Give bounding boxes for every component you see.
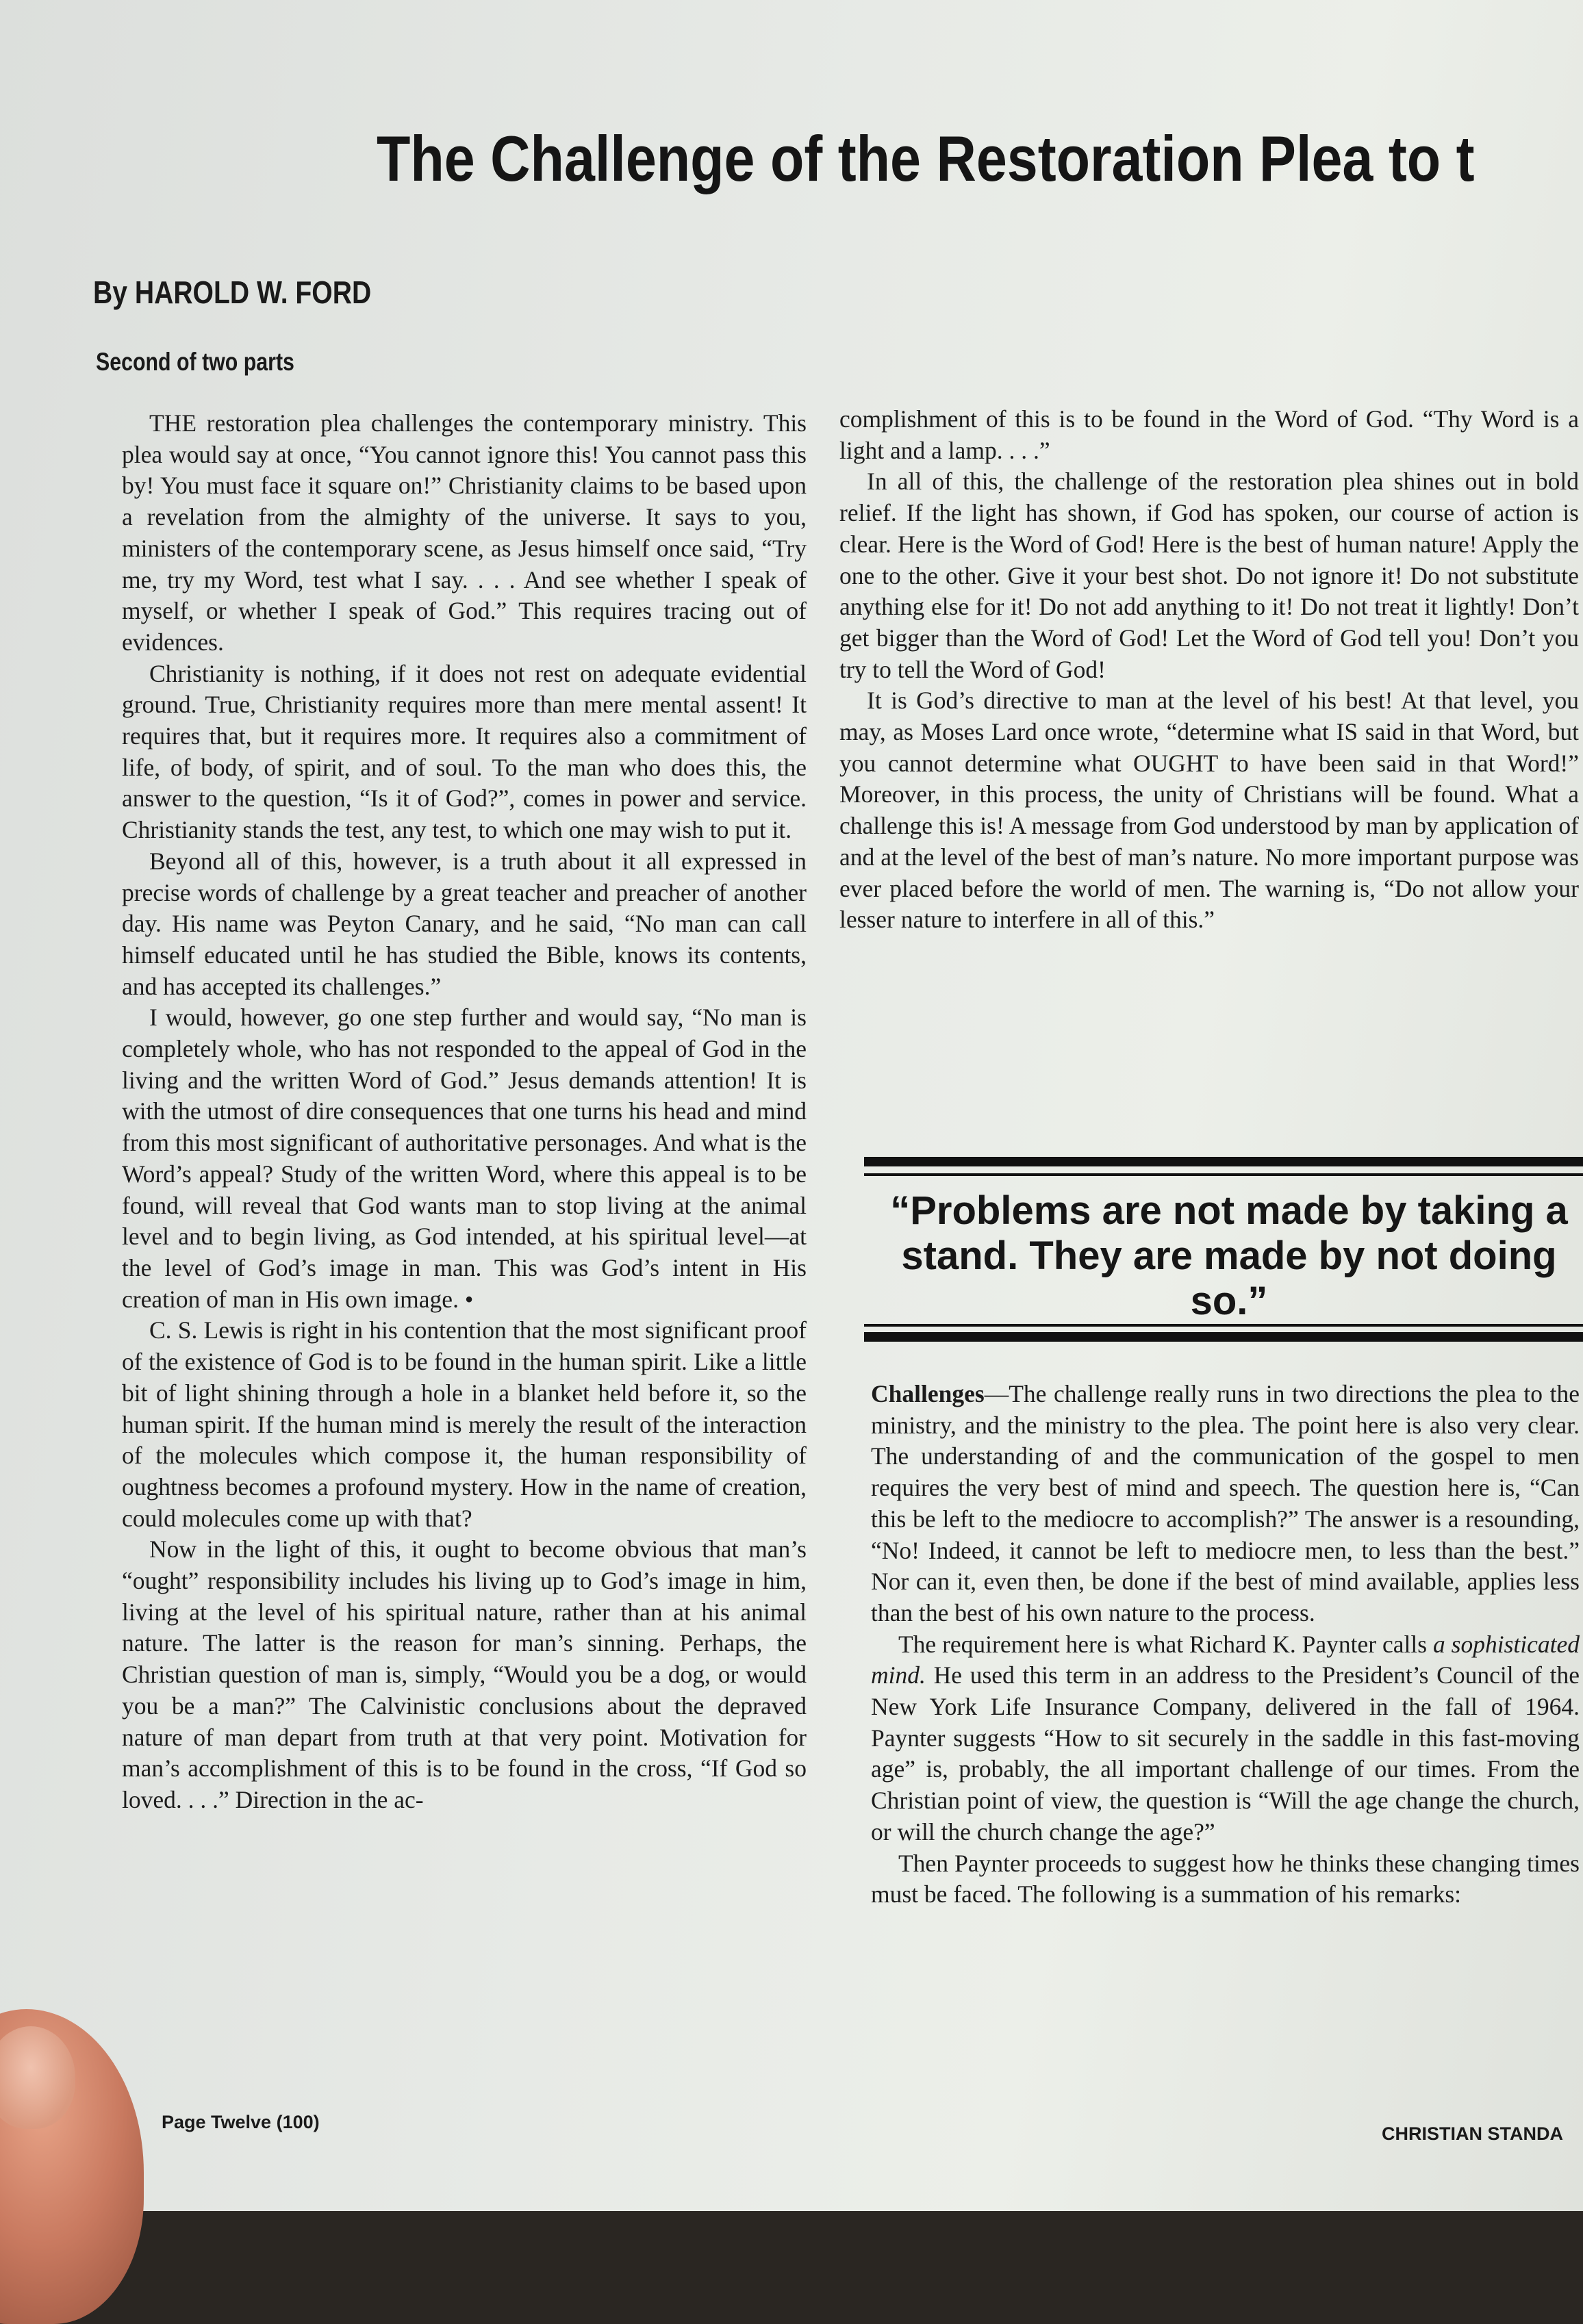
page-number-label: Page Twelve (100): [162, 2112, 320, 2132]
left-column: [122, 408, 807, 1816]
part-subhead: Second of two parts: [96, 348, 294, 376]
pull-quote-rule-top-thick: [864, 1157, 1583, 1166]
right-column-top: [839, 404, 1579, 936]
paragraph: Beyond all of this, however, is a truth about it all expressed in precise words of challenge by a great teacher and preacher of another day. His name was Peyton Canary, and he said, “No man can call himself educated until he has studied the Bible, knows its contents, and has accepted its challenges.”: [122, 847, 807, 1000]
pull-quote-rule-bottom-thin: [864, 1324, 1583, 1327]
paragraph: Christianity is nothing, if it does not rest on adequate evidential ground. True, Christianity requires more than mere mental assent! It requires that, but it requires more. It requires also a commitment of life, of body, of spirit, and of soul. To the man who does this, the answer to the question, “Is it of God?”, comes in power and service. Christianity stands the test, any test, to which one may wish to put it.: [122, 659, 807, 844]
paragraph: THE restoration plea challenges the contemporary ministry. This plea would say at once, “You cannot ignore this! You cannot pass this by! You must face it square on!” Christianity claims to be based upon a revelation from the almighty of the universe. It says to you, ministers of the contemporary scene, as Jesus himself once said, “Try me, try my Word, test what I say. . . . And see whether I speak of myself, or whether I speak of God.” This requires tracing out of evidences.: [122, 409, 807, 656]
author-byline: By HAROLD W. FORD: [93, 274, 372, 310]
right-column-bottom: [871, 1379, 1580, 1911]
paragraph-text: The requirement here is what Richard K. Paynter calls: [898, 1630, 1433, 1658]
pull-quote: “Problems are not made by taking a stand. They are made by not doing so.”: [890, 1188, 1568, 1323]
paragraph: It is God’s directive to man at the level of his best! At that level, you may, as Moses Lard once wrote, “determine what IS said in that Word, but you cannot determine what OUGHT to have been said in that Word!” Moreover, in this process, the unity of Christians will be found. What a challenge this is! A message from God understood by man by application of and at the level of the best of man’s nature. No more important purpose was ever placed before the world of men. The warning is, “Do not allow your lesser nature to interfere in all of this.”: [839, 687, 1579, 934]
article-title: The Challenge of the Restoration Plea to t: [377, 123, 1475, 194]
emphasis-text: a sophisticated mind.: [871, 1630, 1580, 1689]
publication-name: CHRISTIAN STANDA: [1382, 2123, 1563, 2144]
paragraph: Then Paynter proceeds to suggest how he thinks these changing times must be faced. The following is a summation of his remarks:: [871, 1849, 1580, 1908]
paragraph: complishment of this is to be found in the Word of God. “Thy Word is a light and a lamp. . . .”: [839, 405, 1579, 464]
section-lead-label: Challenges: [871, 1380, 985, 1407]
paragraph: C. S. Lewis is right in his contention that the most significant proof of the existence of God is to be found in the human spirit. Like a little bit of light shining through a hole in a blanket held before it, so the human spirit. If the human mind is merely the result of the interaction of the molecules which compose it, the human responsibility of oughtness becomes a profound mystery. How in the name of creation, could molecules come up with that?: [122, 1316, 807, 1532]
paragraph: I would, however, go one step further and would say, “No man is completely whole, who has not responded to the appeal of God in the living and the written Word of God.” Jesus demands attention! It is with the utmost of dire consequences that one turns his head and mind from this most significant of authoritative personages. And what is the Word’s appeal? Study of the written Word, where this appeal is to be found, will reveal that God wants man to stop living at the animal level and to begin living, as God intended, at his spiritual level—at the level of God’s image in man. This was God’s intent in His creation of man in His own image. •: [122, 1004, 807, 1313]
pull-quote-rule-top-thin: [864, 1173, 1583, 1176]
paragraph-text: He used this term in an address to the President’s Council of the New York Life Insurance Company, delivered in the fall of 1964. Paynter suggests “How to sit securely in the saddle in this fast-moving age” is, probably, the all important challenge of our times. From the Christian point of view, the question is “Will the age change the church, or will the church change the age?”: [871, 1661, 1580, 1846]
paragraph: [871, 1629, 1580, 1848]
paragraph: Now in the light of this, it ought to become obvious that man’s “ought” responsibility includes his living up to God’s image in him, living at the level of his spiritual nature, rather than at his animal nature. The latter is the reason for man’s sinning. Perhaps, the Christian question of man is, simply, “Would you be a dog, or would you be a man?” The Calvinistic conclusions about the depraved nature of man depart from truth at that very point. Motivation for man’s accomplishment of this is to be found in the cross, “If God so loved. . . .” Direction in the ac-: [122, 1535, 807, 1813]
paragraph: In all of this, the challenge of the restoration plea shines out in bold relief. If the light has shown, if God has spoken, our course of action is clear. Here is the Word of God! Here is the best of human nature! Apply the one to the other. Give it your best shot. Do not ignore it! Do not substitute anything else for it! Do not add anything to it! Do not treat it lightly! Don’t get bigger than the Word of God! Let the Word of God tell you! Don’t you try to tell the Word of God!: [839, 468, 1579, 683]
pull-quote-rule-bottom-thick: [864, 1332, 1583, 1342]
paragraph: [871, 1379, 1580, 1629]
section-lead-text: —The challenge really runs in two directions the plea to the ministry, and the ministry to the plea. The point here is also very clear. The understanding of and the communication of the gospel to men requires the very best of mind and speech. The question here is, “Can this be left to the mediocre to accomplish?” The answer is a resounding, “No! Indeed, it cannot be left to mediocre men, to less than the best.” Nor can it, even then, be done if the best of mind available, applies less than the best of his own nature to the process.: [871, 1380, 1580, 1626]
